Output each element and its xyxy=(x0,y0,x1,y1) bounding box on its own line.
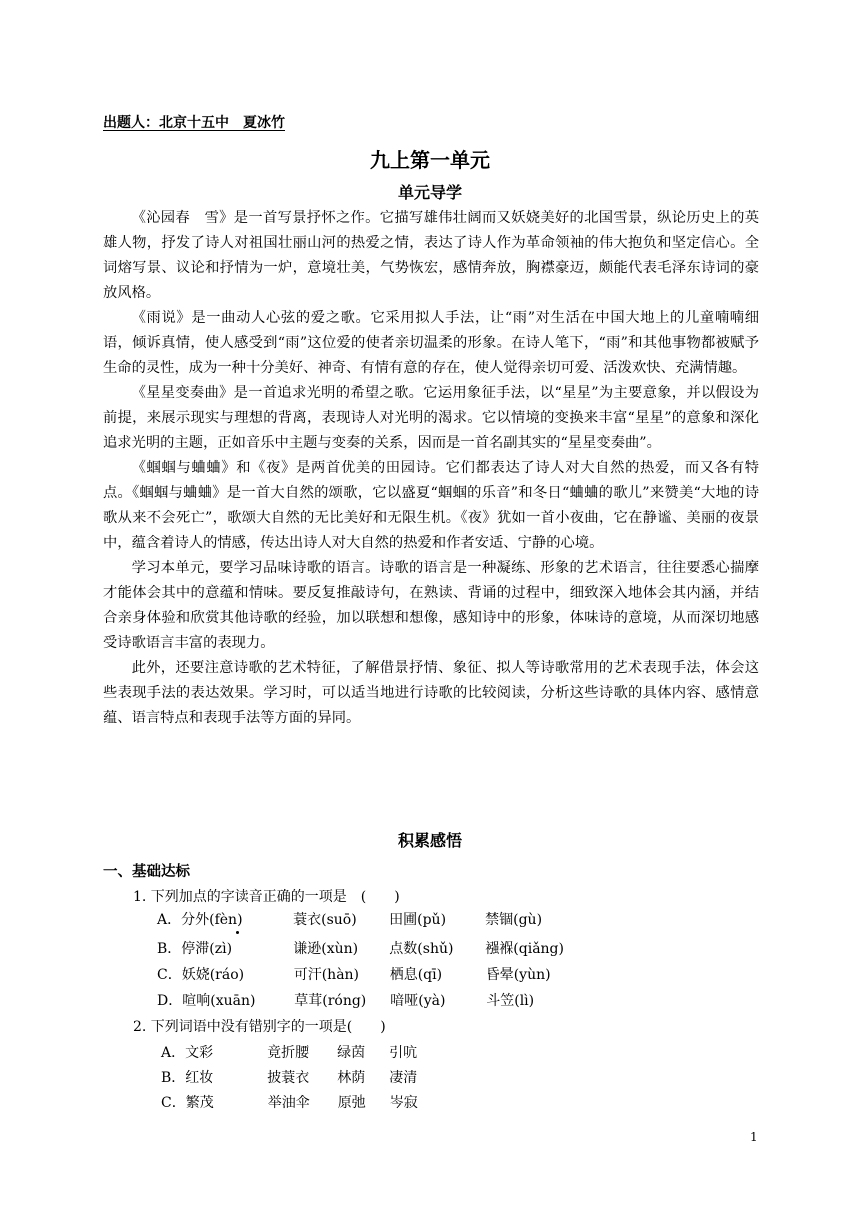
paragraph-study-language: 学习本单元，要学习品味诗歌的语言。诗歌的语言是一种凝练、形象的艺术语言，往往要悉心揣摩才能体会其中的意蕴和情味。要反复推敲诗句，在熟读、背诵的过程中，细致深入地体会其内涵，并结合亲身体验和欣赏其他诗歌的经验，加以联想和想像，感知诗中的形象，体味诗的意境，从而深切地感受诗歌语言丰富的表现力。 xyxy=(103,560,759,651)
question-1-option-d xyxy=(157,990,534,1010)
option-item: 昏晕(yùn) xyxy=(485,967,551,983)
option-label: C． xyxy=(157,967,182,983)
option-label: C． xyxy=(161,1095,186,1111)
question-2-option-a xyxy=(161,1042,417,1062)
option-item: 红妆 xyxy=(185,1070,214,1086)
option-item: 原弛 xyxy=(337,1095,366,1111)
option-item: 蓑衣(suō) xyxy=(293,912,357,928)
option-item: 竟折腰 xyxy=(267,1045,310,1061)
option-item: 田圃(pǔ) xyxy=(389,912,447,928)
paragraph-yushuo: 《雨说》是一曲动人心弦的爱之歌。它采用拟人手法，让“雨”对生活在中国大地上的儿童喃喃细语，倾诉真情，使人感受到“雨”这位爱的使者亲切温柔的形象。在诗人笔下，“雨”和其他事物都被赋予生命的灵性，成为一种十分美好、神奇、有情有意的存在，使人觉得亲切可爱、活泼欢快、充满情趣。 xyxy=(103,310,759,376)
option-item: 凄清 xyxy=(389,1070,418,1086)
author-line: 出题人：北京十五中 夏冰竹 xyxy=(103,115,285,131)
unit-guide-body xyxy=(103,206,759,731)
option-item: 禁锢(gù) xyxy=(485,912,543,928)
question-2-stem: 2. 下列词语中没有错别字的一项是( ) xyxy=(133,1019,386,1035)
question-2-option-b xyxy=(161,1067,417,1087)
option-item: 绿茵 xyxy=(337,1045,366,1061)
option-item: 襁褓(qiǎng) xyxy=(485,941,564,957)
option-item: 披蓑衣 xyxy=(267,1070,310,1086)
option-label: A． xyxy=(157,912,182,928)
section-heading: 积累感悟 xyxy=(397,831,462,850)
option-item: 文彩 xyxy=(185,1045,214,1061)
paragraph-qinyuanchun: 《沁园春 雪》是一首写景抒怀之作。它描写雄伟壮阔而又妖娆美好的北国雪景，纵论历史上的英雄人物，抒发了诗人对祖国壮丽山河的热爱之情，表达了诗人作为革命领袖的伟大抱负和坚定信心。全词熔写景、议论和抒情为一炉，意境壮美，气势恢宏，感情奔放，胸襟豪迈，颇能代表毛泽东诗词的豪放风格。 xyxy=(103,210,759,301)
question-1-option-a xyxy=(157,909,542,929)
option-item: 举油伞 xyxy=(267,1095,310,1111)
unit-title: 九上第一单元 xyxy=(370,148,490,172)
paragraph-study-art: 此外，还要注意诗歌的艺术特征，了解借景抒情、象征、拟人等诗歌常用的艺术表现手法，体会这些表现手法的表达效果。学习时，可以适当地进行诗歌的比较阅读，分析这些诗歌的具体内容、感情意蕴、语言特点和表现手法等方面的异同。 xyxy=(103,660,759,726)
option-item: 停滞(zì) xyxy=(181,941,233,957)
part-heading: 一、基础达标 xyxy=(103,864,190,880)
option-item: 斗笠(lì) xyxy=(486,993,535,1009)
question-1-option-c xyxy=(157,964,551,984)
paragraph-xingxing: 《星星变奏曲》是一首追求光明的希望之歌。它运用象征手法，以“星星”为主要意象，并以假设为前提，来展示现实与理想的背离，表现诗人对光明的渴求。它以情境的变换来丰富“星星”的意象和深化追求光明的主题，正如音乐中主题与变奏的关系，因而是一首名副其实的“星星变奏曲”。 xyxy=(103,385,759,451)
paragraph-guoguo: 《蝈蝈与蛐蛐》和《夜》是两首优美的田园诗。它们都表达了诗人对大自然的热爱，而又各有特点。《蝈蝈与蛐蛐》是一首大自然的颂歌，它以盛夏“蝈蝈的乐音”和冬日“蛐蛐的歌儿”来赞美“大地的诗歌从来不会死亡”，歌颂大自然的无比美好和无限生机。《夜》犹如一首小夜曲，它在静谧、美丽的夜景中，蕴含着诗人的情感，传达出诗人对大自然的热爱和作者安适、宁静的心境。 xyxy=(103,460,759,551)
question-2-option-c xyxy=(161,1092,418,1112)
option-label: B． xyxy=(157,941,182,957)
option-item: 林荫 xyxy=(337,1070,366,1086)
page-number: 1 xyxy=(750,1130,758,1144)
option-item: 点数(shǔ) xyxy=(389,941,454,957)
option-item: 可汗(hàn) xyxy=(293,967,360,983)
option-item: 引吭 xyxy=(389,1045,418,1061)
option-item: 喑哑(yà) xyxy=(390,993,446,1009)
option-item: 岑寂 xyxy=(389,1095,418,1111)
unit-guide-heading: 单元导学 xyxy=(397,183,462,202)
option-item: 栖息(qī) xyxy=(389,967,443,983)
option-item: 分外(fèn) xyxy=(181,909,293,929)
question-1-option-b xyxy=(157,938,564,958)
option-label: B． xyxy=(161,1070,186,1086)
option-item: 喧响(xuān) xyxy=(182,993,256,1009)
option-item: 妖娆(ráo) xyxy=(181,967,245,983)
option-item: 繁茂 xyxy=(185,1095,214,1111)
option-label: A． xyxy=(161,1045,186,1061)
option-item: 谦逊(xùn) xyxy=(293,941,359,957)
option-item: 草茸(róng) xyxy=(294,993,367,1009)
option-label: D． xyxy=(157,993,183,1009)
question-1-stem: 1. 下列加点的字读音正确的一项是 ( ) xyxy=(133,889,400,905)
